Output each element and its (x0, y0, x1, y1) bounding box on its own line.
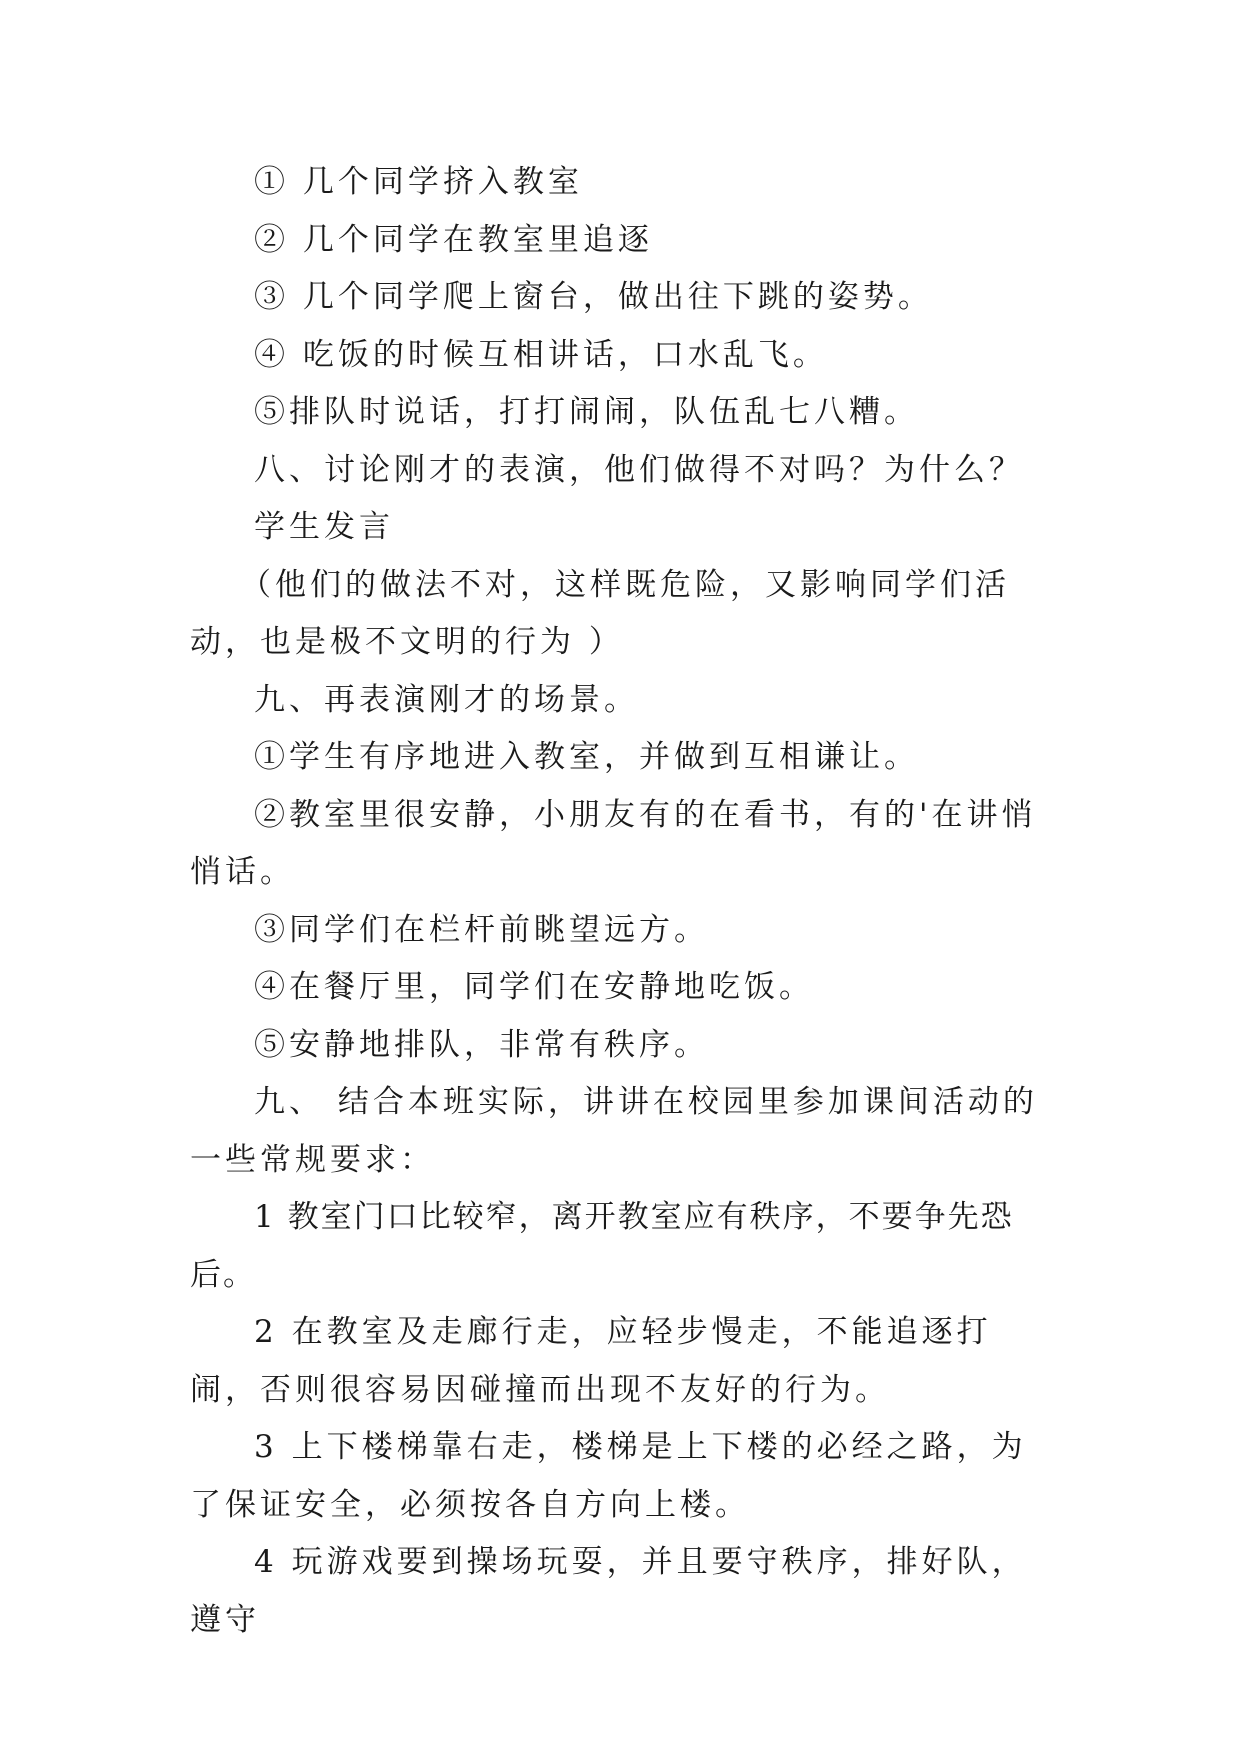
paragraph-8: （他们的做法不对，这样既危险，又影响同学们活动，也是极不文明的行为 ） (190, 566, 1010, 660)
document-body (190, 154, 1050, 1649)
paragraph-13: ④在餐厅里，同学们在安静地吃饭。 (254, 969, 814, 1005)
rule-4: 4 玩游戏要到操场玩耍，并且要守秩序，排好队，遵守 (190, 1544, 1027, 1638)
paragraph-10: ①学生有序地进入教室，并做到互相谦让。 (254, 739, 919, 775)
rule-2: 2 在教室及走廊行走，应轻步慢走，不能追逐打闹，否则很容易因碰撞而出现不友好的行为。 (190, 1314, 992, 1408)
rule-1: 1 教室门口比较窄，离开教室应有秩序，不要争先恐后。 (190, 1199, 1014, 1293)
paragraph-1: ① 几个同学挤入教室 (254, 164, 583, 200)
paragraph-12: ③同学们在栏杆前眺望远方。 (254, 911, 709, 948)
section-heading-8: 八、讨论刚才的表演，他们做得不对吗？为什么？ (254, 451, 1024, 488)
paragraph-7: 学生发言 (254, 509, 394, 545)
paragraph-2: ② 几个同学在教室里追逐 (254, 221, 653, 258)
paragraph-11: ②教室里很安静，小朋友有的在看书，有的'在讲悄悄话。 (190, 796, 1037, 890)
paragraph-4: ④ 吃饭的时候互相讲话，口水乱飞。 (254, 336, 828, 373)
rule-3: 3 上下楼梯靠右走，楼梯是上下楼的必经之路，为了保证安全，必须按各自方向上楼。 (190, 1429, 1027, 1523)
section-heading-9b: 九、 结合本班实际，讲讲在校园里参加课间活动的一些常规要求： (190, 1084, 1038, 1178)
section-heading-9: 九、再表演刚才的场景。 (254, 681, 639, 718)
paragraph-3: ③ 几个同学爬上窗台，做出往下跳的姿势。 (254, 279, 933, 315)
paragraph-5: ⑤排队时说话，打打闹闹，队伍乱七八糟。 (254, 394, 919, 430)
paragraph-14: ⑤安静地排队，非常有秩序。 (254, 1026, 709, 1063)
